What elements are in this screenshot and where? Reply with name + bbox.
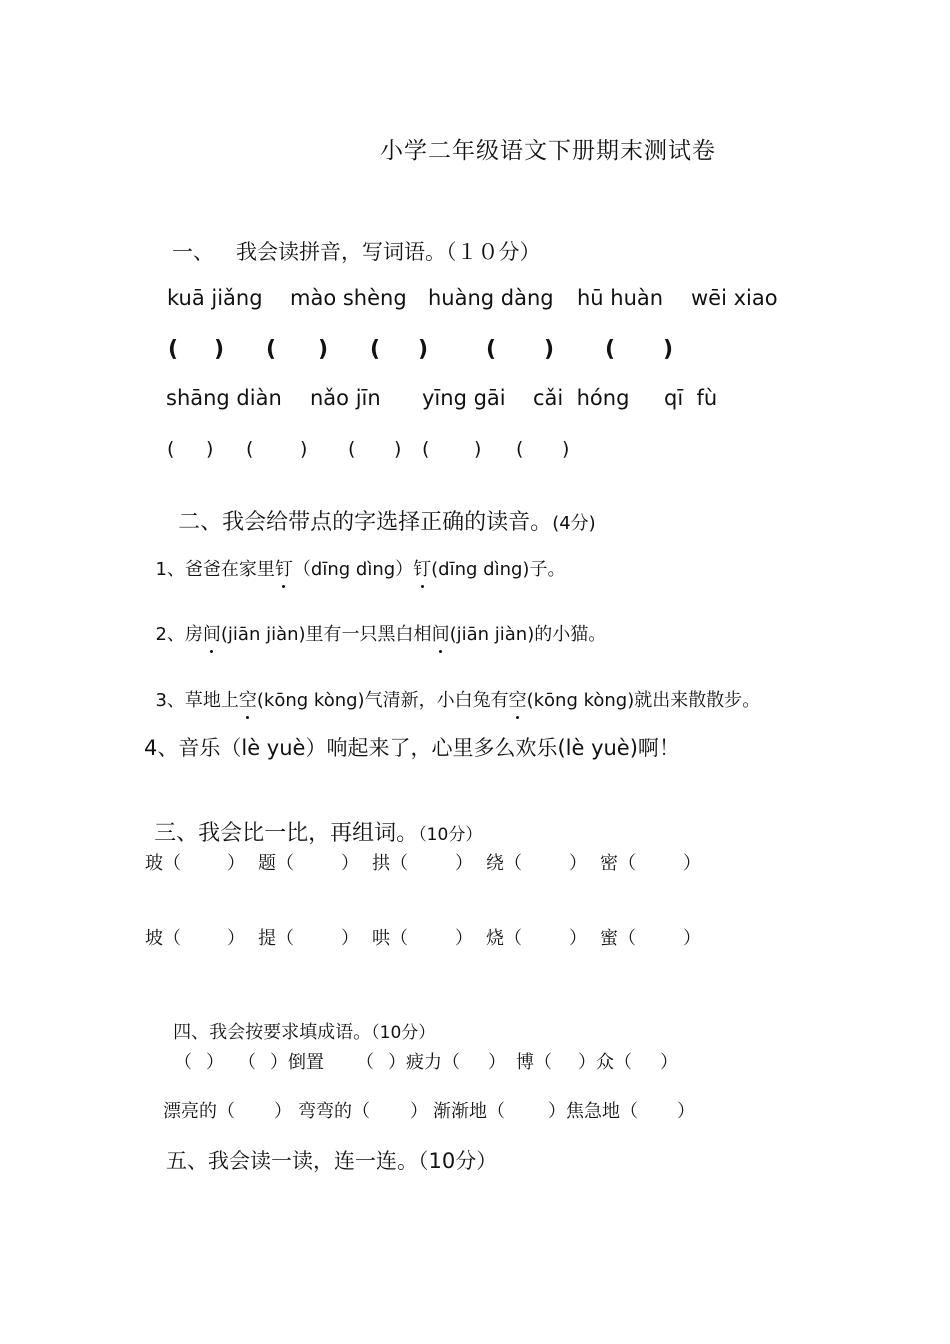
question-text: (kōng kòng)气清新，小白兔有 — [256, 690, 509, 711]
answer-paren: ) — [318, 337, 329, 362]
question-text: 2、房 — [155, 624, 203, 645]
idiom-prompt: 漂亮的（ — [163, 1101, 235, 1122]
question-1 — [144, 534, 565, 581]
word-prompt: ） — [341, 853, 359, 874]
word-prompt: ） — [683, 928, 701, 949]
idiom-prompt: （ — [238, 1052, 256, 1073]
answer-paren: ) — [562, 438, 570, 460]
pinyin-item: shāng diàn — [166, 386, 282, 410]
question-text: (dīng dìng)子。 — [431, 559, 566, 580]
idiom-prompt: （ — [174, 1052, 192, 1073]
answer-paren: ( — [348, 438, 356, 460]
word-prompt: 蜜（ — [600, 928, 636, 949]
answer-paren: ( — [486, 337, 497, 362]
section5-heading: 五、我会读一读，连一连。（10分） — [166, 1149, 498, 1173]
idiom-prompt: ）倒置 — [270, 1052, 324, 1073]
section2-score: (4分) — [552, 513, 596, 534]
section3-score: （10分） — [418, 825, 483, 845]
dotted-char: 钉 — [413, 555, 431, 581]
idiom-prompt: ） — [677, 1101, 695, 1122]
section1-heading: 我会读拼音，写词语。（１０分） — [236, 240, 541, 264]
word-prompt: ） — [455, 928, 473, 949]
answer-paren: ( — [516, 438, 524, 460]
idiom-prompt: ） — [660, 1052, 678, 1073]
answer-paren: ) — [394, 438, 402, 460]
word-prompt: ） — [569, 928, 587, 949]
word-prompt: 提（ — [258, 928, 294, 949]
section4-score: （10分） — [371, 1023, 436, 1043]
answer-paren: ) — [300, 438, 308, 460]
dotted-char: 空 — [239, 686, 257, 712]
answer-paren: ) — [214, 337, 225, 362]
section2-heading-line — [168, 486, 596, 536]
pinyin-item: kuā jiǎng — [167, 286, 263, 310]
question-text: (jiān jiàn)里有一只黑白相 — [220, 624, 432, 645]
word-prompt: ） — [227, 928, 245, 949]
section4-heading: 四、我会按要求填成语。 — [173, 1022, 372, 1043]
answer-paren: ( — [167, 438, 175, 460]
answer-paren: ) — [663, 337, 674, 362]
pinyin-item: huàng dàng — [428, 286, 554, 310]
word-prompt: ） — [341, 928, 359, 949]
word-prompt: 玻（ — [145, 853, 181, 874]
answer-paren: ( — [422, 438, 430, 460]
section2-heading: 二、我会给带点的字选择正确的读音。 — [178, 510, 553, 535]
dotted-char: 空 — [509, 686, 527, 712]
answer-paren: ) — [544, 337, 555, 362]
idiom-prompt: （ — [356, 1052, 374, 1073]
idiom-prompt: ）疲力（ — [388, 1052, 460, 1073]
question-text: 1、爸爸在家里 — [155, 559, 275, 580]
dotted-char: 间 — [203, 620, 221, 646]
word-prompt: 题（ — [258, 853, 294, 874]
word-prompt: ） — [683, 853, 701, 874]
question-text: (kōng kòng)就出来散散步。 — [526, 690, 761, 711]
word-prompt: ） — [227, 853, 245, 874]
answer-paren: ( — [168, 337, 179, 362]
word-prompt: 哄（ — [372, 928, 408, 949]
pinyin-item: hū huàn — [577, 286, 664, 310]
dotted-char: 间 — [432, 620, 450, 646]
word-prompt: 烧（ — [486, 928, 522, 949]
question-text: (jiān jiàn)的小猫。 — [449, 624, 607, 645]
pinyin-item: qī fù — [664, 386, 718, 410]
section4-heading-line — [163, 999, 435, 1044]
section3-heading-line — [144, 797, 482, 847]
word-prompt: 拱（ — [372, 853, 408, 874]
idiom-prompt: 博（ — [516, 1052, 552, 1073]
idiom-prompt: ） — [410, 1101, 428, 1122]
pinyin-item: yīng gāi — [422, 386, 506, 410]
answer-paren: ( — [370, 337, 381, 362]
idiom-prompt: 弯弯的（ — [298, 1101, 370, 1122]
question-2 — [144, 599, 606, 646]
dotted-char: 钉 — [275, 555, 293, 581]
answer-paren: ) — [206, 438, 214, 460]
pinyin-item: nǎo jīn — [310, 386, 381, 410]
word-prompt: 绕（ — [486, 853, 522, 874]
word-prompt: 坡（ — [145, 928, 181, 949]
question-4: 4、音乐（lè yuè）响起来了，心里多么欢乐(lè yuè)啊！ — [144, 736, 680, 760]
idiom-prompt: ）众（ — [578, 1052, 632, 1073]
word-prompt: ） — [569, 853, 587, 874]
section3-heading: 三、我会比一比，再组词。 — [154, 821, 419, 846]
idiom-prompt: ） — [206, 1052, 224, 1073]
idiom-prompt: ） — [488, 1052, 506, 1073]
question-3 — [144, 665, 760, 712]
word-prompt: 密（ — [600, 853, 636, 874]
answer-paren: ) — [418, 337, 429, 362]
section1-number: 一、 — [172, 240, 214, 264]
idiom-prompt: 渐渐地（ — [433, 1101, 505, 1122]
answer-paren: ) — [474, 438, 482, 460]
answer-paren: ( — [605, 337, 616, 362]
answer-paren: ( — [246, 438, 254, 460]
answer-paren: ( — [266, 337, 277, 362]
pinyin-item: cǎi hóng — [533, 386, 630, 410]
pinyin-item: mào shèng — [290, 286, 407, 310]
question-text: 3、草地上 — [155, 690, 239, 711]
question-text: （dīng dìng） — [292, 559, 414, 580]
word-prompt: ） — [455, 853, 473, 874]
page-title: 小学二年级语文下册期末测试卷 — [380, 138, 716, 164]
idiom-prompt: ）焦急地（ — [548, 1101, 638, 1122]
pinyin-item: wēi xiao — [691, 286, 778, 310]
idiom-prompt: ） — [274, 1101, 292, 1122]
